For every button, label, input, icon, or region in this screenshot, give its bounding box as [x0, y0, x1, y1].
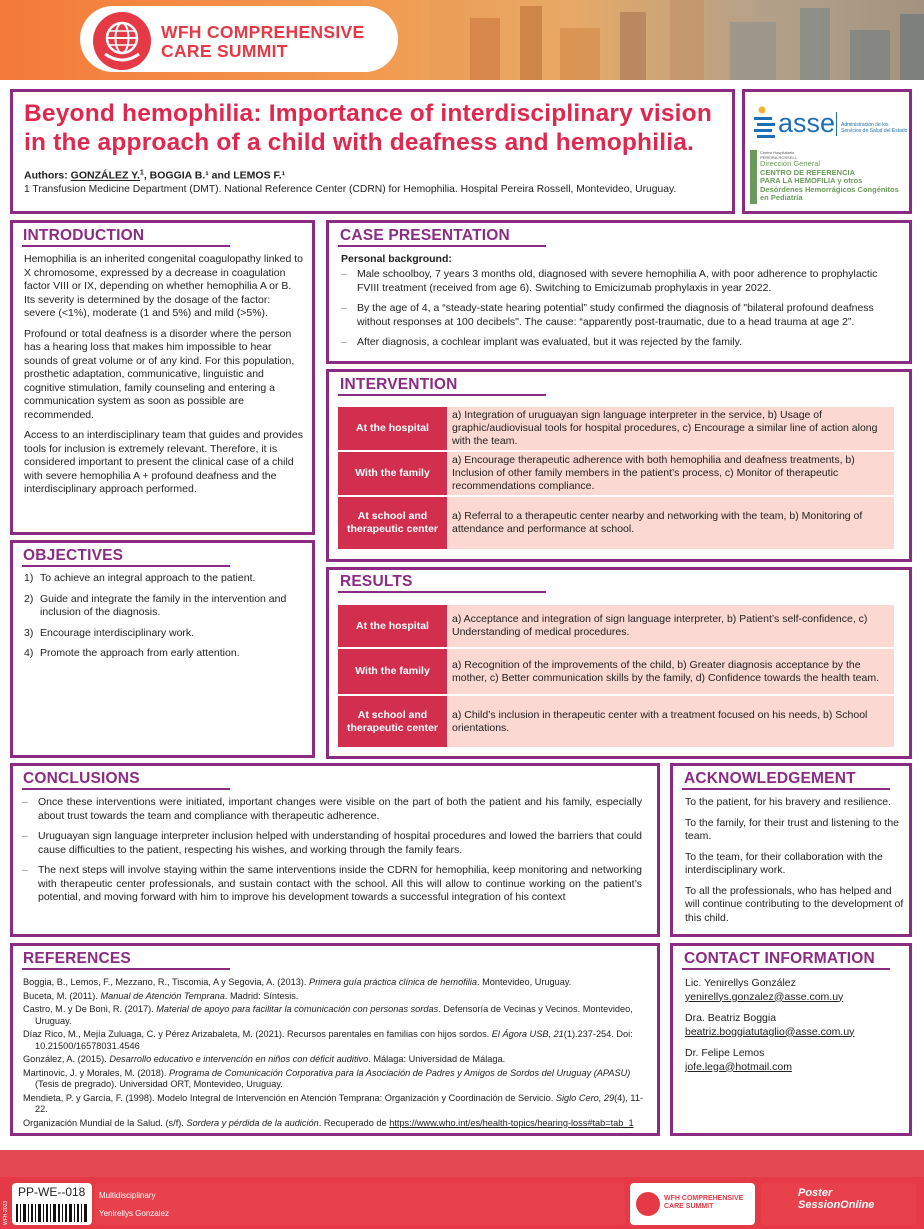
objectives-underline — [22, 565, 230, 567]
footer-category: Multidisciplinary — [99, 1191, 156, 1200]
cr-l4: en Pediatría — [760, 193, 803, 202]
introduction-p3: Access to an interdisciplinary team that guides and provides tools for inclusion is extremely relevant. Therefore, it is considered important to present the clinical case of a child with severe hemophilia A + profound deafness and the interdisciplinary approach performed. — [24, 429, 303, 495]
contact-email[interactable]: jofe.lega@hotmail.com — [685, 1060, 792, 1073]
ref-text: González, A. (2015). — [23, 1054, 110, 1064]
cr-l1: CENTRO DE REFERENCIA — [760, 167, 856, 177]
title-line1: Beyond hemophilia: Importance of interdisciplinary vision — [24, 100, 712, 127]
ref-text: (1).237-254. Doi: 10.21500/16578031.4546 — [35, 1029, 633, 1051]
intervention-row — [338, 497, 894, 549]
cr-small2: PEREIRA ROSSELL — [760, 155, 797, 160]
asse-sub1: Administración de los — [841, 122, 889, 128]
intervention-row — [338, 452, 894, 495]
objective-item — [24, 572, 304, 586]
objective-text: Encourage interdisciplinary work. — [40, 626, 195, 639]
ref-text: . Defensoría de Vecinas y Vecinos. Montevideo, Uruguay. — [35, 1004, 633, 1026]
contact-name: Dr. Felipe Lemos — [685, 1047, 765, 1059]
objective-text: Guide and integrate the family in the intervention and inclusion of the diagnosis. — [40, 592, 287, 618]
contact-email[interactable]: yenirellys.gonzalez@asse.com.uy — [685, 990, 844, 1003]
barcode-icon — [16, 1204, 88, 1222]
author-rest: , BOGGIA B.¹ and LEMOS F.¹ — [143, 169, 286, 182]
poster-code: PP-WE--018 — [18, 1185, 86, 1199]
objective-text: Promote the approach from early attention. — [40, 647, 240, 659]
case-item: – After diagnosis, a cochlear implant was evaluated, but it was rejected by the family. — [341, 336, 901, 350]
contact-name: Lic. Yenirellys González — [685, 977, 796, 989]
contact-heading: CONTACT INFORMATION — [684, 950, 875, 967]
results-row-text: a) Acceptance and integration of sign language interpreter, b) Patient’s self-confidence, c) Understanding of medical procedures. — [447, 605, 894, 647]
footer-side-text: WFH-2023 — [3, 1200, 9, 1225]
ref-text: Castro, M. y De Boni, R. (2017). — [23, 1004, 157, 1014]
authors — [24, 166, 724, 183]
title-line2: in the approach of a child with deafness and hemophilia. — [24, 129, 695, 156]
cr-logo-bar — [750, 150, 757, 204]
reference-item — [23, 1093, 653, 1116]
ref-text: . Málaga: Universidad de Málaga. — [368, 1054, 506, 1064]
acknowledgement-item: To the team, for their collaboration with the interdisciplinary work. — [685, 850, 883, 876]
ref-italic: Desarrollo educativo e intervención en niños con déficit auditivo — [109, 1054, 369, 1064]
references-list — [23, 977, 653, 1131]
results-underline — [338, 591, 546, 593]
results-heading: RESULTS — [340, 573, 413, 590]
case-heading: CASE PRESENTATION — [340, 227, 510, 244]
results-row — [338, 605, 894, 647]
reference-item — [23, 1029, 653, 1052]
ref-text: (Tesis de pregrado). Universidad ORT, Montevideo, Uruguay. — [35, 1079, 283, 1089]
asse-logo-text: asse — [778, 108, 836, 138]
results-row-label: At school and therapeutic center — [338, 696, 447, 747]
ref-italic: Programa de Comunicación Corporativa para la Asociación de Padres y Amigos de Sordos del Uruguay (APASU) — [169, 1067, 631, 1078]
footer-presenter: Yenirellys Gonzalez — [99, 1209, 169, 1218]
poster-session-online-logo — [798, 1187, 874, 1211]
objective-num: 1) — [24, 572, 34, 584]
cr-dg: Dirección General — [760, 159, 821, 168]
footer-logo-line2: CARE SUMMIT — [664, 1203, 714, 1210]
reference-item — [23, 1054, 653, 1066]
references-underline — [22, 968, 230, 970]
results-row-text: a) Recognition of the improvements of the child, b) Greater diagnosis acceptance by the mother, c) Better communication skills by the family, d) Confidence towards the health team. — [447, 649, 894, 694]
results-row — [338, 696, 894, 747]
objective-item — [24, 627, 304, 641]
results-row-label: With the family — [338, 649, 447, 694]
intervention-underline — [338, 394, 546, 396]
asse-logo-icon — [752, 106, 776, 140]
ref-text: . Montevideo, Uruguay. — [476, 977, 572, 987]
objective-item — [24, 647, 304, 661]
wfh-logo-text — [161, 23, 364, 61]
case-subheading: Personal background: — [341, 253, 452, 265]
objective-text: To achieve an integral approach to the patient. — [40, 572, 256, 584]
reference-item — [23, 977, 653, 989]
ref-text: Mendieta, P. y García, F. (1998). Modelo Integral de Intervención en Atención Temprana: Organización y Coordinación de Servicio. — [23, 1092, 556, 1103]
ref-italic: Material de apoyo para facilitar la comunicación con personas sordas — [156, 1004, 439, 1014]
conclusions-underline — [22, 788, 230, 790]
affiliation: 1 Transfusion Medicine Department (DMT). National Reference Center (CDRN) for Hemophilia. Hospital Pereira Rossell, Montevideo, Uruguay. — [24, 184, 677, 195]
intervention-row-label: With the family — [338, 452, 447, 495]
acknowledgement-body — [685, 796, 905, 932]
cr-l3: Desórdenes Hemorrágicos Congénitos — [760, 184, 899, 194]
intervention-row-text: a) Encourage therapeutic adherence with both hemophilia and deafness treatments, b) Inclusion of other family members in the patient’s process, c) Monitor of therapeutic recommendations compliance. — [447, 452, 894, 495]
intervention-row-label: At school and therapeutic center — [338, 497, 447, 549]
conclusions-heading: CONCLUSIONS — [23, 770, 140, 787]
asse-subtitle — [841, 122, 907, 134]
ref-italic: Siglo Cero, 29 — [555, 1092, 615, 1103]
intervention-row — [338, 407, 894, 450]
city-skyline-image — [430, 0, 924, 80]
ref-text: . Recuperado de — [318, 1117, 390, 1128]
reference-item — [23, 1004, 653, 1027]
asse-sub2: Servicios de Salud del Estado — [841, 128, 908, 134]
cr-l2: PARA LA HEMOFILIA y otros — [760, 176, 863, 185]
footer-wfh-logo-text — [664, 1195, 743, 1211]
conclusion-item: – Uruguayan sign language interpreter inclusion helped with understanding of hospital procedures and lowed the barriers that could cause difficulties to the patient, respecting his wishes, and working through the family fears. — [22, 830, 642, 857]
references-heading: REFERENCES — [23, 950, 131, 967]
ref-text: Buceta, M. (2011). — [23, 990, 101, 1001]
author-primary: GONZÁLEZ Y. — [70, 169, 140, 182]
case-underline — [338, 245, 546, 247]
poster-title — [24, 99, 744, 157]
results-row-text: a) Child’s inclusion in therapeutic center with a treatment focused on his needs, b) School orientations. — [447, 696, 894, 747]
intervention-row-label: At the hospital — [338, 407, 447, 450]
results-row — [338, 649, 894, 694]
asse-divider — [836, 112, 837, 136]
authors-label: Authors: — [24, 169, 71, 182]
introduction-underline — [22, 245, 230, 247]
logo-line2: CARE SUMMIT — [161, 41, 288, 61]
introduction-body — [24, 253, 304, 504]
footer-wfh-globe-icon — [636, 1192, 660, 1216]
contact-underline — [682, 968, 890, 970]
acknowledgement-item: To all the professionals, who has helped and will continue contributing to the development of this child. — [685, 884, 904, 924]
acknowledgement-item: To the family, for their trust and listening to the team. — [685, 816, 899, 842]
ref-text: (4), 11-22. — [35, 1092, 644, 1114]
footer-logo-line1: WFH COMPREHENSIVE — [664, 1195, 744, 1202]
intervention-heading: INTERVENTION — [340, 376, 458, 393]
reference-item — [23, 1068, 653, 1091]
introduction-p2: Profound or total deafness is a disorder where the person has a hearing loss that makes him impossible to hear sounds of great volume or of any kind. For this population, prosthetic adaptation, communicative, linguistic and cognitive stimulation, family counseling and entering a communication system as soon as possible are recommended. — [24, 327, 295, 421]
objective-num: 2) — [24, 592, 34, 605]
contact-body — [685, 977, 905, 1074]
introduction-p1: Hemophilia is an inherited congenital coagulopathy linked to X chromosome, expressed by a decrease in coagulation factor VIII or IX, depending on whether hemophilia A or B. Its severity is determined by the dosage of the factor: severe (<1%), moderate (1 and 5%) and mild (>5%). — [24, 253, 304, 319]
pso-line1: Poster — [798, 1187, 833, 1199]
case-item: – By the age of 4, a “steady-state hearing potential” study confirmed the diagnosis of "bilateral profound deafness without responses at 100 decibels". The cause: “apparently post-traumatic, due to a head trauma at age 2”. — [341, 302, 901, 329]
objective-item — [24, 593, 304, 620]
ref-link[interactable]: https://www.who.int/es/health-topics/hearing-loss#tab=tab_1 — [389, 1117, 634, 1128]
cr-small1: Centro Hospitalario — [760, 150, 795, 155]
intervention-row-text: a) Referral to a therapeutic center nearby and networking with the team, b) Monitoring of attendance and performance at school. — [447, 497, 894, 549]
acknowledgement-heading: ACKNOWLEDGEMENT — [684, 770, 856, 787]
objectives-heading: OBJECTIVES — [23, 547, 124, 564]
author-sup: 1 — [139, 169, 144, 176]
footer-info-box — [95, 1183, 625, 1225]
ref-text: . Madrid: Síntesis. — [224, 990, 299, 1001]
wfh-globe-icon — [93, 12, 151, 70]
contact-email[interactable]: beatriz.boggiatutaglio@asse.com.uy — [685, 1025, 855, 1038]
ref-text: Díaz Rico, M., Mejía Zuluaga, C. y Pérez Arizabaleta, M. (2021). Recursos parentales en familias con hijos sordos. — [23, 1029, 492, 1039]
ref-italic: Manual de Atención Temprana — [100, 990, 225, 1001]
ref-italic: Sordera y pérdida de la audición — [186, 1117, 319, 1128]
conclusions-list — [22, 796, 642, 912]
conclusion-item: – Once these interventions were initiated, important changes were visible on the part of both the patient and his family, especially about trust towards the team and compliance with therapeutic adherence. — [22, 796, 642, 823]
results-row-label: At the hospital — [338, 605, 447, 647]
intervention-row-text: a) Integration of uruguayan sign language interpreter in the service, b) Usage of graphic/audiovisual tools for hospital procedures, c) Encourage a similar line of action along with the team. — [447, 407, 894, 450]
pso-line2: SessionOnline — [798, 1199, 875, 1211]
acknowledgement-underline — [682, 788, 890, 790]
case-list — [341, 268, 901, 357]
contact-name: Dra. Beatriz Boggia — [685, 1012, 777, 1024]
case-item: – Male schoolboy, 7 years 3 months old, diagnosed with severe hemophilia A, with poor adherence to prophylactic FVIII treatment (received from age 6). Switching to Emicizumab prophylaxis in year 2022. — [341, 268, 901, 295]
conclusion-item: – The next steps will involve staying within the same interventions inside the CDRN for hemophilia, keep monitoring and networking with therapeutic center professionals, and sustain contact with the school. All this will allow to continue working on the patient’s potential, and moving forward with him to improve his development towards a successful integration of his context — [22, 864, 642, 905]
ref-text: Boggia, B., Lemos, F., Mezzano, R., Tiscomia, A y Segovia, A. (2013). — [23, 977, 309, 987]
objectives-list — [24, 572, 304, 668]
ref-italic: El Ágora USB, 21 — [491, 1029, 564, 1039]
reference-item — [23, 991, 653, 1003]
logo-line1: WFH COMPREHENSIVE — [161, 22, 365, 42]
introduction-heading: INTRODUCTION — [23, 227, 145, 244]
objective-num: 4) — [24, 647, 34, 659]
footer-band — [0, 1150, 924, 1177]
ref-italic: Primera guía práctica clínica de hemofilia — [308, 977, 477, 987]
objective-num: 3) — [24, 626, 34, 639]
ref-text: Organización Mundial de la Salud. (s/f). — [23, 1117, 187, 1128]
ref-text: Martinovic, J. y Morales, M. (2018). — [23, 1067, 170, 1078]
cr-logo-text — [760, 160, 910, 203]
reference-item — [23, 1118, 653, 1130]
acknowledgement-item: To the patient, for his bravery and resilience. — [685, 796, 892, 808]
